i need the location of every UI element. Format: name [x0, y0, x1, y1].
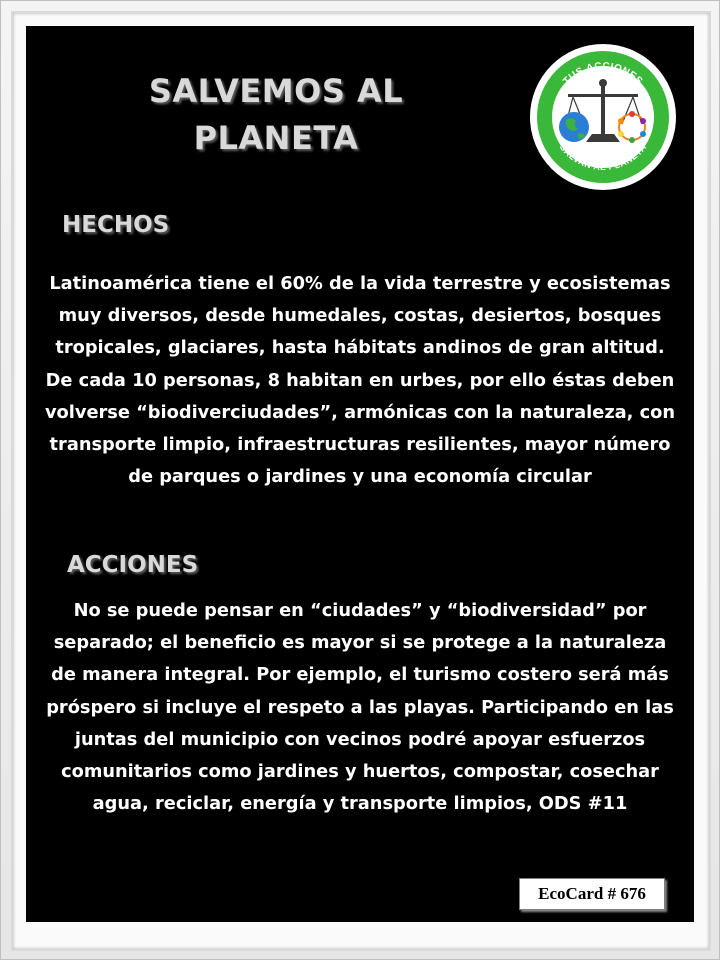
tus-acciones-logo	[528, 42, 678, 192]
logo-text-bottom: SALVAN AL PLANETA	[557, 142, 649, 173]
page-title	[26, 68, 526, 162]
ecocard-number-badge: EcoCard # 676	[519, 878, 665, 910]
title-line-1: SALVEMOS AL	[148, 72, 404, 110]
title-line-2: PLANETA	[193, 119, 359, 157]
hechos-paragraph: Latinoamérica tiene el 60% de la vida terrestre y ecosistemas muy diversos, desde humedales, costas, desiertos, bosques tropicales, glaciares, hasta hábitats andinos de gran altitud. De cada 10 personas, 8 habitan en urbes, por ello éstas deben volverse “biodiverciudades”, armónicas con la naturaleza, con transporte limpio, infraestructuras resilientes, mayor número de parques o jardines y una economía circular	[44, 273, 676, 488]
earth-icon	[559, 112, 589, 142]
hechos-heading: HECHOS	[62, 212, 170, 238]
acciones-heading: ACCIONES	[67, 552, 199, 578]
acciones-paragraph: No se puede pensar en “ciudades” y “biodiversidad” por separado; el beneficio es mayor si se protege a la naturaleza de manera integral. Por ejemplo, el turismo costero será más próspero si incluye el respeto a las playas. Participando en las juntas del municipio con vecinos podré apoyar esfuerzos comunitarios como jardines y huertos, compostar, cosechar agua, reciclar, energía y transporte limpios, ODS #11	[46, 600, 674, 815]
ecocard-panel	[26, 26, 694, 922]
logo-text-top: TUS ACCIONES	[561, 60, 645, 88]
